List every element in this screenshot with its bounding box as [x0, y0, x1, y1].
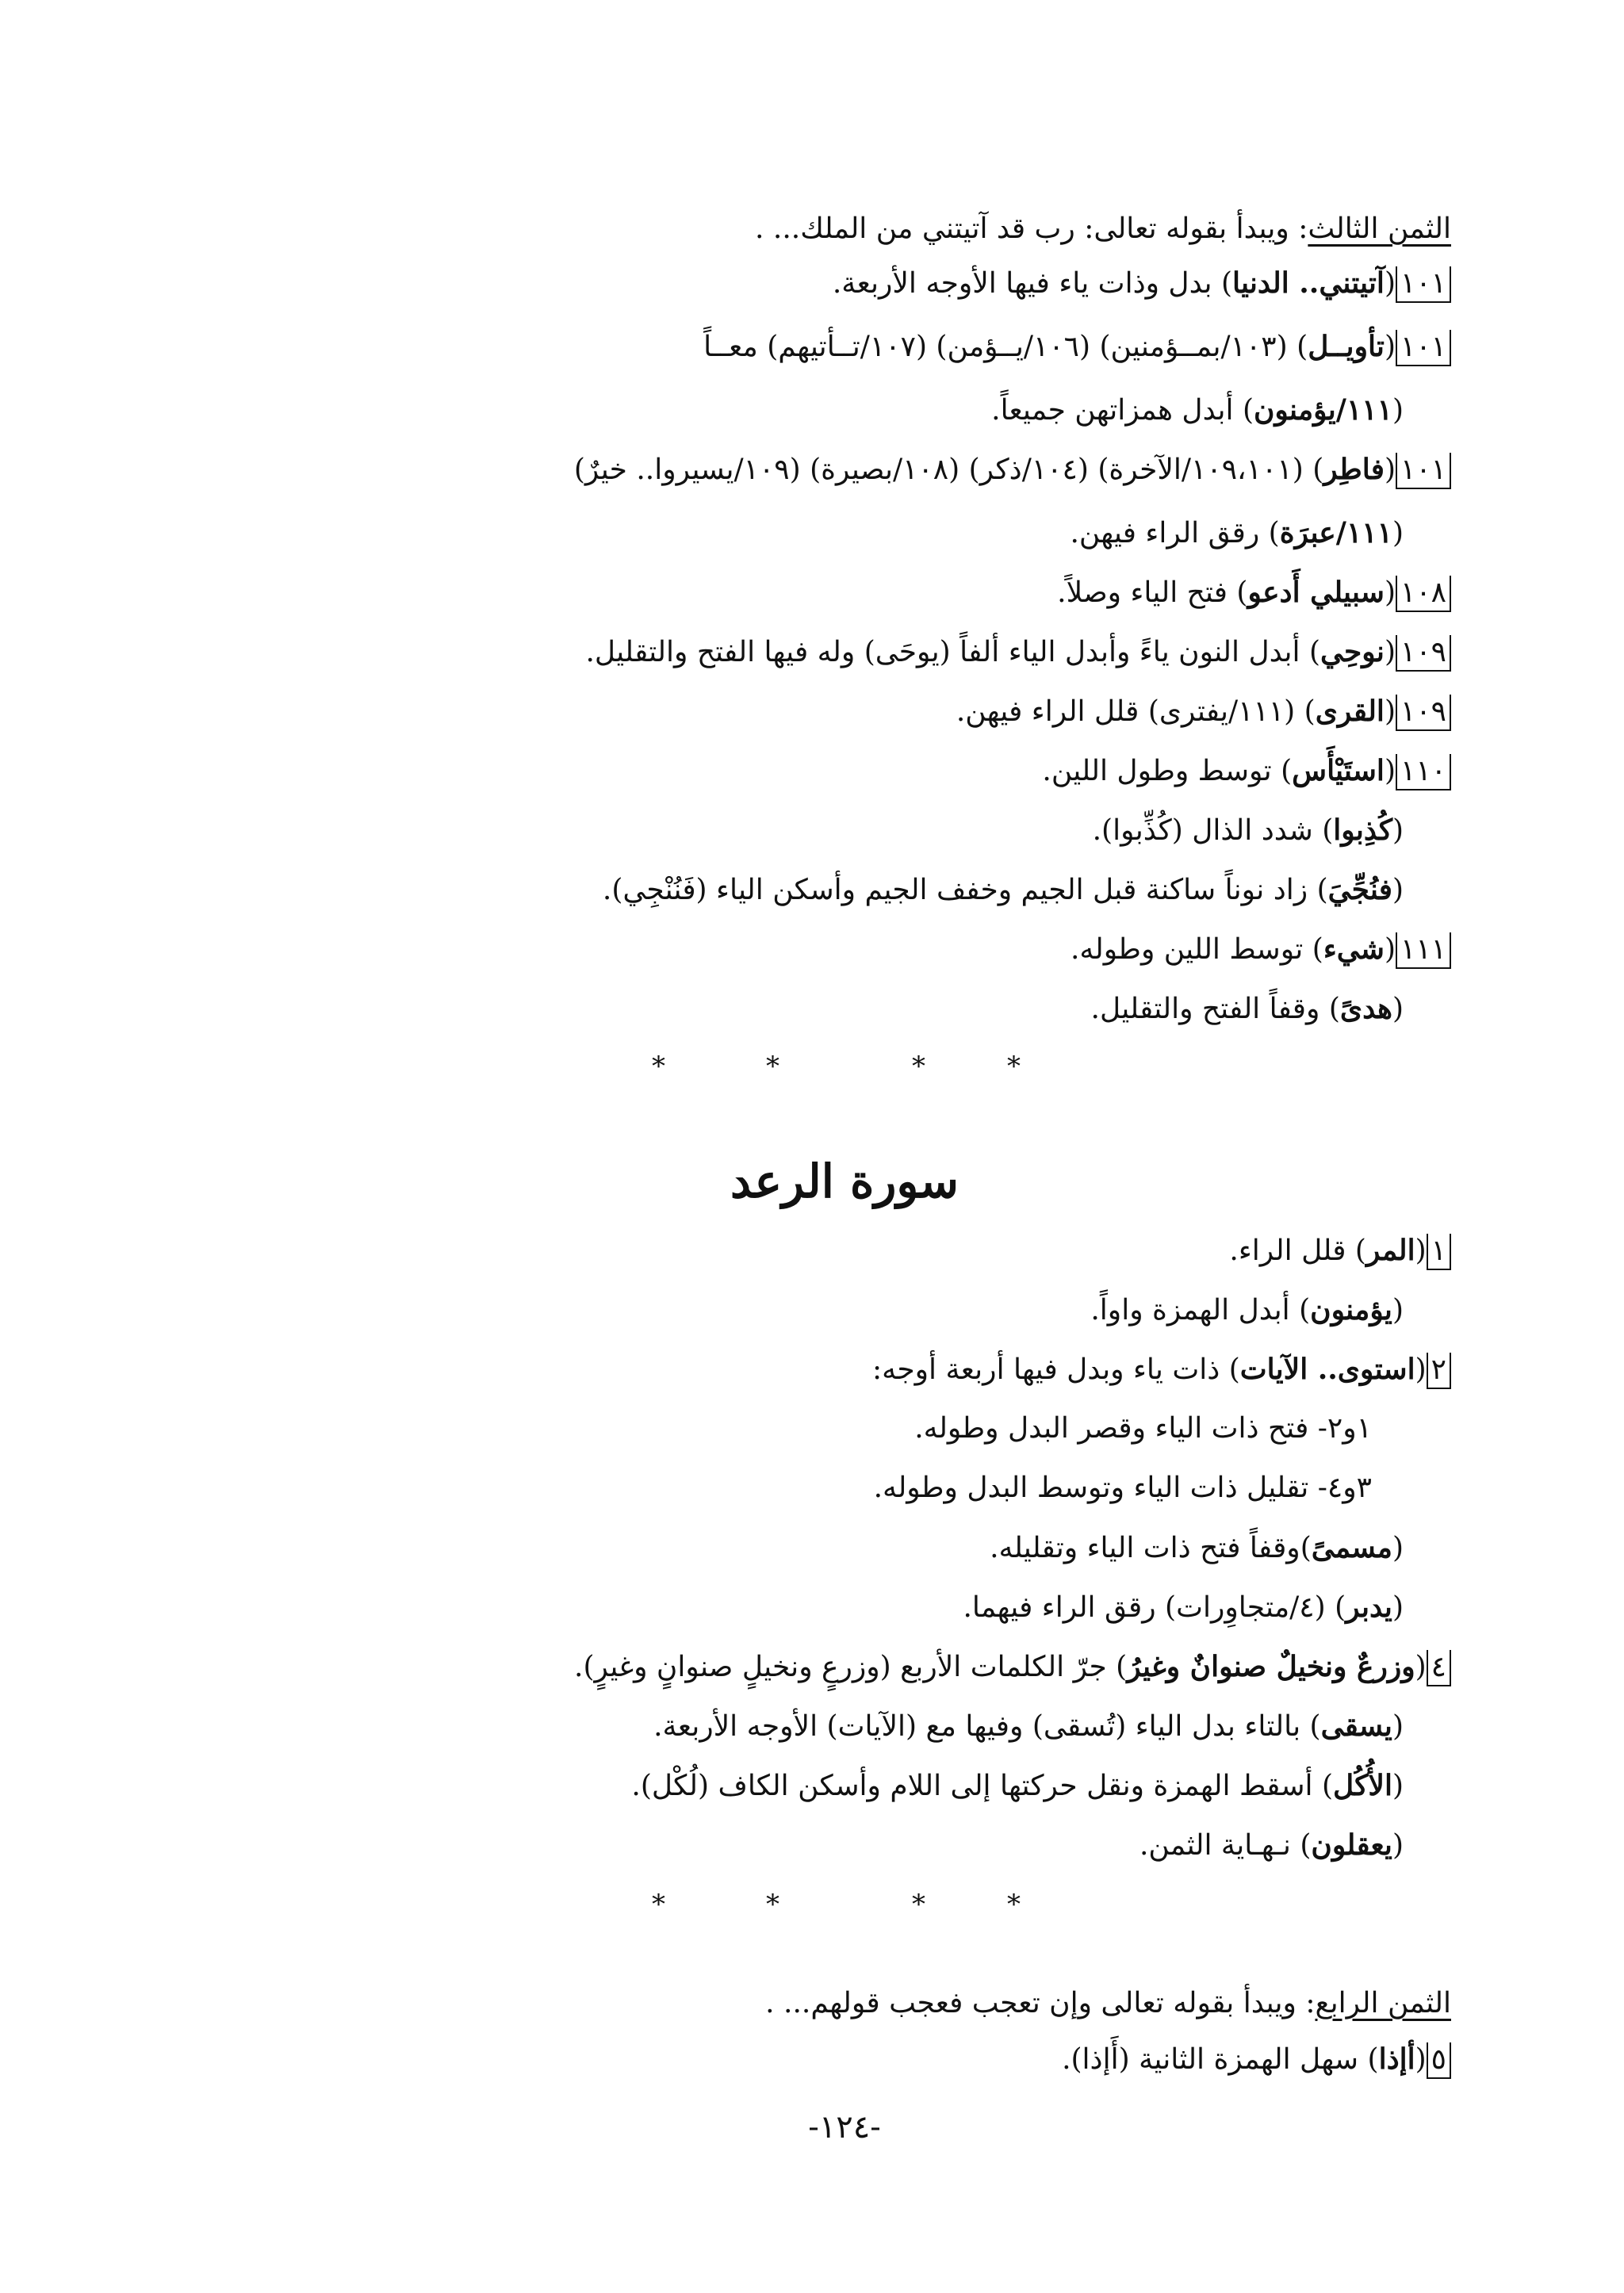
entry-line: ١٠٩(القرى) (١١١/يفترى) قلل الراء فيهن. — [238, 690, 1451, 733]
entry-line: (الأُكُل) أسقط الهمزة ونقل حركتها إلى اللام وأسكن الكاف (لُكْل). — [631, 1769, 1404, 1802]
entry-word: تأويــل — [1308, 330, 1385, 363]
entry-word: وزرعٌ ونخيلٌ صنوانٌ وغيرُ — [1127, 1650, 1415, 1683]
entry-text: بالتاء بدل الياء (تُسقى) وفيها مع (الآيات) الأوجه الأربعة. — [653, 1710, 1310, 1743]
entry-text: شدد الذال (كُذِّبوا). — [1092, 814, 1323, 847]
star: * — [912, 1889, 925, 1920]
entry-text: قلل الراء. — [1229, 1235, 1355, 1267]
entry-word: سبيلي أَدعو — [1247, 576, 1385, 609]
star: * — [766, 1051, 779, 1082]
section-heading-3 — [238, 208, 1451, 251]
verse-number: ١٠٩ — [1396, 635, 1451, 672]
entry-word: كُذِبوا — [1333, 813, 1392, 847]
star: * — [652, 1051, 665, 1082]
entry-line: ١٠١(تأويــل) (١٠٣/بمــؤمنين) (١٠٦/يــؤمن) (١٠٧/تــأتيهم) معــاً — [238, 325, 1451, 369]
entry-word: نوحِي — [1320, 635, 1385, 668]
verse-number: ١٠٨ — [1396, 576, 1451, 612]
entry-word: آتيتني.. الدنيا — [1232, 266, 1385, 300]
entry-text: بدل وذات ياء فيها الأوجه الأربعة. — [832, 267, 1221, 300]
star: * — [1007, 1051, 1021, 1082]
entry-line — [238, 1407, 1372, 1450]
star: * — [766, 1889, 779, 1920]
entry-line: (مسمىً)وقفاً فتح ذات الياء وتقليله. — [990, 1531, 1404, 1564]
section-heading-text: : ويبدأ بقوله تعالى وإن تعجب فعجب قولهم... . — [765, 1987, 1316, 2019]
entry-line: (يدبر) (٤/متجاوِرات) رقق الراء فيهما. — [963, 1591, 1404, 1624]
entry-line: (كُذِبوا) شدد الذال (كُذِّبوا). — [1092, 813, 1404, 847]
entry-text: (٤/متجاوِرات) رقق الراء فيهما. — [963, 1591, 1335, 1624]
entry-line: (يعقلون) نـهـاية الثمن. — [1139, 1828, 1404, 1862]
surah-title: سورة الرعد — [730, 1154, 959, 1208]
verse-number: ١١٠ — [1396, 754, 1451, 790]
entry-text: وقفاً فتح ذات الياء وتقليله. — [990, 1532, 1300, 1564]
entry-word: شيء — [1323, 932, 1385, 966]
verse-number: ٢ — [1427, 1353, 1451, 1389]
section-label: الثمن الرابع — [1315, 1987, 1451, 2019]
verse-number: ١٠١ — [1396, 266, 1451, 303]
entry-text: توسط اللين وطوله. — [1070, 933, 1312, 966]
entry-word: هدىً — [1339, 992, 1392, 1025]
entry-text: توسط وطول اللين. — [1042, 755, 1281, 787]
star: * — [1007, 1889, 1021, 1920]
entry-line: (فنُجِّيَ) زاد نوناً ساكنة قبل الجيم وخفف الجيم وأسكن الياء (فَنُنْجِي). — [602, 873, 1404, 906]
entry-text: رقق الراء فيهن. — [1070, 517, 1269, 549]
entry-word: يؤمنون — [1310, 1293, 1392, 1326]
separator-stars — [238, 1889, 1451, 1920]
entry-word: يعقلون — [1311, 1828, 1392, 1862]
entry-word: استَيْأَس — [1292, 754, 1385, 787]
section-heading-text: : ويبدأ بقوله تعالى: رب قد آتيتني من الملك... . — [755, 212, 1308, 245]
entry-word: يدبر — [1346, 1591, 1392, 1624]
separator-stars — [238, 1051, 1451, 1082]
verse-number: ١٠١ — [1396, 330, 1451, 366]
entry-line: ١١١(شيء) توسط اللين وطوله. — [238, 928, 1451, 971]
entry-text: (١٠٣/بمــؤمنين) (١٠٦/يــؤمن) (١٠٧/تــأتيهم) معــاً — [703, 331, 1297, 363]
verse-number: ١١١ — [1396, 932, 1451, 969]
entry-text: فتح الياء وصلاً. — [1057, 576, 1237, 609]
entry-line: ١٠١(آتيتني.. الدنيا) بدل وذات ياء فيها الأوجه الأربعة. — [238, 262, 1451, 305]
verse-number: ١٠١ — [1396, 453, 1451, 489]
entry-text: (١١١/يفترى) قلل الراء فيهن. — [956, 695, 1304, 728]
page-number: -١٢٤- — [808, 2109, 881, 2146]
entry-text: أسقط الهمزة ونقل حركتها إلى اللام وأسكن الكاف (لُكْل). — [631, 1770, 1322, 1802]
entry-text: وقفاً الفتح والتقليل. — [1090, 993, 1329, 1025]
entry-word: الأُكُل — [1333, 1769, 1392, 1802]
entry-line: ١١٠(استَيْأَس) توسط وطول اللين. — [238, 749, 1451, 793]
entry-line: ١٠١(فاطِر) (١٠٩،١٠١/الآخرة) (١٠٤/ذكر) (١٠٨/بصيرة) (١٠٩/يسيروا.. خيرٌ) — [238, 448, 1451, 492]
section-label: الثمن الثالث — [1308, 212, 1451, 245]
star: * — [652, 1889, 665, 1920]
verse-number: ١ — [1427, 1234, 1451, 1270]
entry-word: أإذا — [1378, 2042, 1415, 2076]
entry-text: أبدل همزاتهن جميعاً. — [991, 394, 1243, 427]
entry-line: (يؤمنون) أبدل الهمزة واواً. — [1090, 1293, 1404, 1326]
star: * — [912, 1051, 925, 1082]
entry-line: (يسقى) بالتاء بدل الياء (تُسقى) وفيها مع (الآيات) الأوجه الأربعة. — [653, 1709, 1404, 1743]
entry-line: (هدىً) وقفاً الفتح والتقليل. — [1090, 992, 1404, 1025]
entry-word: فاطِر — [1323, 453, 1385, 486]
entry-text: سهل الهمزة الثانية (أَإذا). — [1062, 2043, 1368, 2076]
entry-line: (١١١/عبرَة) رقق الراء فيهن. — [1070, 516, 1404, 549]
entry-line — [238, 1467, 1372, 1510]
entry-word: استوى.. الآيات — [1239, 1353, 1415, 1386]
entry-text: ٣و٤- تقليل ذات الياء وتوسط البدل وطوله. — [873, 1472, 1372, 1504]
entry-line: ١(المر) قلل الراء. — [238, 1229, 1451, 1273]
entry-word: فنُجِّيَ — [1327, 873, 1392, 906]
entry-text: زاد نوناً ساكنة قبل الجيم وخفف الجيم وأسكن الياء (فَنُنْجِي). — [602, 874, 1317, 906]
entry-text: ١و٢- فتح ذات الياء وقصر البدل وطوله. — [914, 1412, 1372, 1445]
entry-line: (١١١/يؤمنون) أبدل همزاتهن جميعاً. — [991, 393, 1404, 427]
entry-word: ١١١/يؤمنون — [1253, 393, 1392, 427]
entry-line: ٢(استوى.. الآيات) ذات ياء وبدل فيها أربعة أوجه: — [238, 1348, 1451, 1391]
entry-word: القرى — [1315, 695, 1385, 728]
entry-text: (١٠٩،١٠١/الآخرة) (١٠٤/ذكر) (١٠٨/بصيرة) (١٠٩/يسيروا.. خيرٌ) — [573, 454, 1313, 486]
entry-line: ١٠٨(سبيلي أَدعو) فتح الياء وصلاً. — [238, 571, 1451, 614]
verse-number: ٤ — [1427, 1650, 1451, 1686]
entry-text: نـهـاية الثمن. — [1139, 1829, 1300, 1862]
entry-line: ٥(أإذا) سهل الهمزة الثانية (أَإذا). — [238, 2038, 1451, 2081]
entry-line: ١٠٩(نوحِي) أبدل النون ياءً وأبدل الياء ألفاً (يوحَى) وله فيها الفتح والتقليل. — [238, 630, 1451, 674]
entry-text: ذات ياء وبدل فيها أربعة أوجه: — [871, 1353, 1229, 1386]
entry-word: يسقى — [1320, 1709, 1392, 1743]
entry-word: المر — [1365, 1234, 1415, 1267]
section-heading-4 — [238, 1982, 1451, 2025]
entry-word: ١١١/عبرَة — [1279, 516, 1392, 549]
verse-number: ٥ — [1427, 2042, 1451, 2079]
verse-number: ١٠٩ — [1396, 695, 1451, 731]
entry-line: ٤(وزرعٌ ونخيلٌ صنوانٌ وغيرُ) جرّ الكلمات الأربع (وزرعٍ ونخيلٍ صنوانٍ وغيرٍ). — [238, 1645, 1451, 1689]
entry-text: أبدل الهمزة واواً. — [1090, 1294, 1300, 1326]
entry-text: جرّ الكلمات الأربع (وزرعٍ ونخيلٍ صنوانٍ وغيرٍ). — [574, 1651, 1116, 1683]
entry-text: أبدل النون ياءً وأبدل الياء ألفاً (يوحَى) وله فيها الفتح والتقليل. — [585, 636, 1309, 668]
entry-word: مسمىً — [1311, 1531, 1392, 1564]
page — [238, 0, 1451, 2293]
